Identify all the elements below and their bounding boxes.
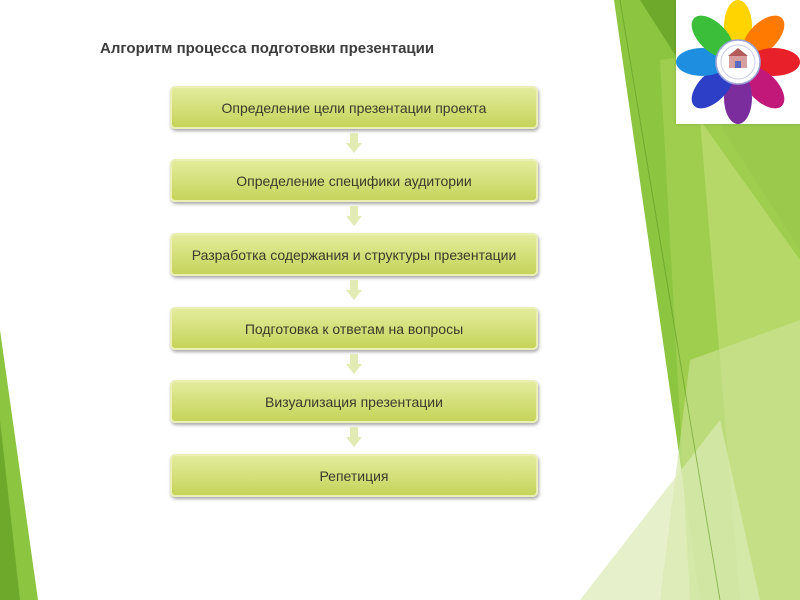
down-arrow-icon <box>346 280 362 300</box>
step-label-1: Определение цели презентации проекта <box>221 99 487 116</box>
rainbow-flower-logo-icon <box>676 0 800 124</box>
down-arrow-icon <box>346 206 362 226</box>
diagram-title: Алгоритм процесса подготовки презентации <box>100 40 435 57</box>
step-label-2: Определение специфики аудитории <box>236 172 472 189</box>
step-label-4: Подготовка к ответам на вопросы <box>244 320 464 337</box>
step-box-1 <box>170 86 538 129</box>
down-arrow-icon <box>346 133 362 153</box>
logo <box>676 0 800 124</box>
down-arrow-icon <box>346 354 362 374</box>
step-box-5 <box>170 380 538 423</box>
step-box-3 <box>170 233 538 276</box>
step-box-4 <box>170 307 538 350</box>
step-label-5: Визуализация презентации <box>265 393 443 410</box>
step-label-6: Репетиция <box>319 467 389 484</box>
step-label-3: Разработка содержания и структуры презентации <box>191 246 517 263</box>
step-box-6 <box>170 454 538 497</box>
step-box-2 <box>170 159 538 202</box>
down-arrow-icon <box>346 427 362 447</box>
